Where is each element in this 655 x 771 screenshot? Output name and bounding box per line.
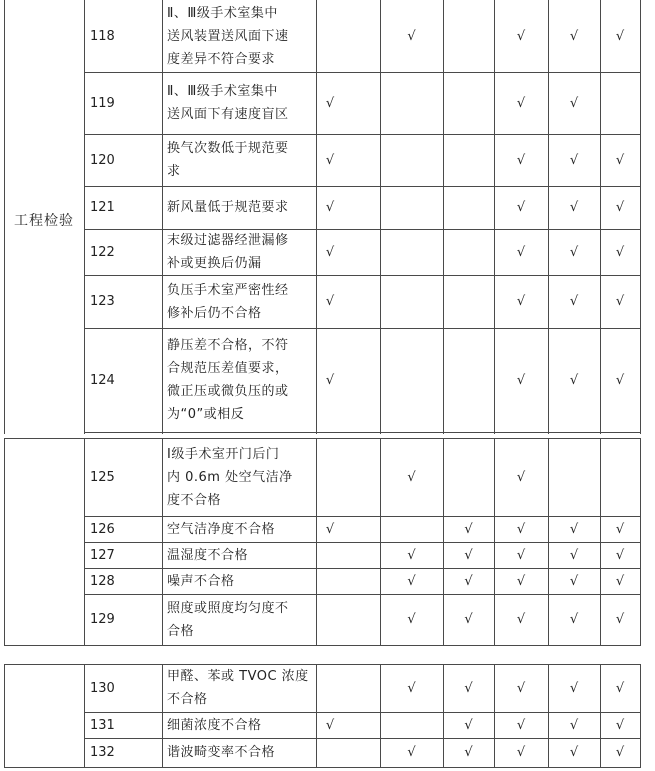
check-mark: √ (569, 680, 579, 696)
check-mark: √ (516, 469, 526, 485)
check-mark: √ (569, 573, 579, 589)
check-mark: √ (569, 372, 579, 388)
row-number: 119 (90, 95, 115, 111)
check-mark: √ (407, 547, 416, 563)
check-mark: √ (325, 244, 335, 260)
check-mark: √ (516, 521, 526, 537)
check-mark: √ (615, 152, 625, 168)
check-mark: √ (325, 152, 335, 168)
check-mark: √ (569, 521, 579, 537)
check-mark: √ (569, 547, 579, 563)
row-number: 129 (90, 612, 115, 627)
vertical-rule (84, 438, 85, 645)
vertical-rule (4, 664, 5, 767)
check-mark: √ (464, 612, 473, 627)
row-number: 122 (90, 244, 115, 260)
check-mark: √ (516, 745, 526, 760)
vertical-rule (640, 438, 641, 645)
row-description: 细菌浓度不合格 (167, 717, 262, 733)
row-description: 静压差不合格，不符 合规范压差值要求， 微正压或微负压的或 为“0”或相反 (167, 338, 289, 422)
check-mark: √ (615, 717, 625, 733)
row-number: 127 (90, 547, 115, 563)
check-mark: √ (569, 717, 579, 733)
row-description: 新风量低于规范要求 (167, 200, 289, 215)
vertical-rule (443, 0, 444, 434)
check-mark: √ (516, 573, 526, 589)
check-mark: √ (325, 372, 335, 388)
check-mark: √ (325, 294, 335, 309)
vertical-rule (84, 0, 85, 434)
row-number: 126 (90, 521, 115, 537)
row-description: 负压手术室严密性经 修补后仍不合格 (167, 282, 289, 321)
check-mark: √ (464, 680, 473, 696)
check-mark: √ (615, 612, 625, 627)
check-mark: √ (615, 573, 625, 589)
vertical-rule (640, 0, 641, 434)
row-description: 谐波畸变率不合格 (167, 745, 276, 760)
check-mark: √ (407, 612, 416, 627)
vertical-rule (84, 664, 85, 767)
check-mark: √ (615, 680, 625, 696)
check-mark: √ (569, 95, 579, 111)
check-mark: √ (516, 244, 526, 260)
horizontal-rule (4, 767, 641, 768)
check-mark: √ (615, 547, 625, 563)
check-mark: √ (615, 372, 625, 388)
check-mark: √ (615, 521, 625, 537)
check-mark: √ (569, 244, 579, 260)
check-mark: √ (569, 28, 579, 44)
check-mark: √ (325, 200, 335, 215)
check-mark: √ (325, 95, 335, 111)
vertical-rule (4, 0, 5, 434)
check-mark: √ (407, 573, 416, 589)
row-number: 118 (90, 28, 115, 44)
row-description: Ⅱ、Ⅲ级手术室集中 送风面下有速度盲区 (167, 84, 289, 122)
row-number: 124 (90, 372, 115, 388)
check-mark: √ (464, 573, 473, 589)
check-mark: √ (325, 521, 335, 537)
vertical-rule (4, 438, 5, 645)
check-mark: √ (615, 200, 625, 215)
check-mark: √ (516, 547, 526, 563)
check-mark: √ (407, 28, 416, 44)
row-description: Ⅱ、Ⅲ级手术室集中 送风装置送风面下速 度差异不符合要求 (167, 5, 289, 67)
category-label: 工程检验 (14, 213, 74, 229)
row-number: 132 (90, 745, 115, 760)
row-number: 131 (90, 717, 115, 733)
check-mark: √ (516, 200, 526, 215)
check-mark: √ (464, 547, 473, 563)
check-mark: √ (569, 745, 579, 760)
check-mark: √ (464, 521, 473, 537)
row-description: 噪声不合格 (167, 573, 235, 589)
check-mark: √ (516, 95, 526, 111)
check-mark: √ (464, 745, 473, 760)
check-mark: √ (407, 745, 416, 760)
check-mark: √ (516, 372, 526, 388)
horizontal-rule (84, 432, 640, 433)
check-mark: √ (516, 28, 526, 44)
row-number: 120 (90, 152, 115, 168)
check-mark: √ (569, 200, 579, 215)
vertical-rule (640, 664, 641, 767)
check-mark: √ (407, 680, 416, 696)
check-mark: √ (325, 717, 335, 733)
check-mark: √ (569, 294, 579, 309)
row-number: 123 (90, 294, 115, 309)
check-mark: √ (407, 469, 416, 485)
check-mark: √ (516, 717, 526, 733)
check-mark: √ (615, 745, 625, 760)
check-mark: √ (464, 717, 473, 733)
check-mark: √ (516, 152, 526, 168)
check-mark: √ (569, 152, 579, 168)
row-description: 温湿度不合格 (167, 547, 249, 563)
row-number: 130 (90, 680, 115, 696)
row-description: 换气次数低于规范要 求 (167, 141, 289, 179)
row-number: 121 (90, 200, 115, 215)
check-mark: √ (516, 294, 526, 309)
check-mark: √ (516, 612, 526, 627)
check-mark: √ (615, 28, 625, 44)
row-description: 照度或照度均匀度不 合格 (167, 600, 289, 639)
check-mark: √ (615, 244, 625, 260)
row-description: Ⅰ级手术室开门后门 内 0.6m 处空气洁净 度不合格 (167, 446, 293, 508)
row-description: 甲醛、苯或 TVOC 浓度 不合格 (167, 669, 309, 707)
horizontal-rule (4, 645, 641, 646)
row-number: 125 (90, 469, 115, 485)
check-mark: √ (516, 680, 526, 696)
row-description: 末级过滤器经泄漏修 补或更换后仍漏 (167, 233, 289, 271)
check-mark: √ (569, 612, 579, 627)
check-mark: √ (615, 294, 625, 309)
row-number: 128 (90, 573, 115, 589)
row-description: 空气洁净度不合格 (167, 521, 276, 537)
